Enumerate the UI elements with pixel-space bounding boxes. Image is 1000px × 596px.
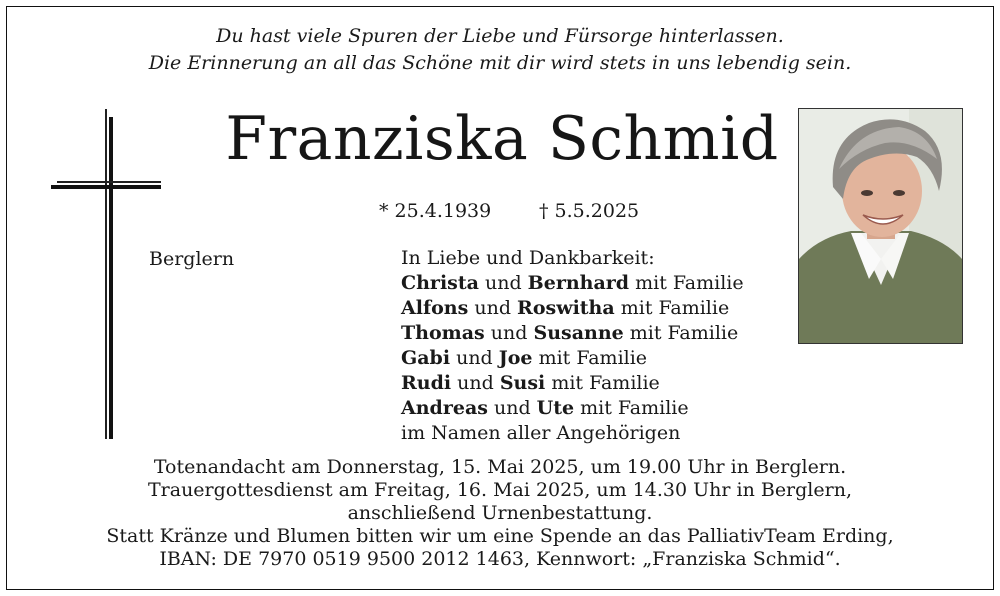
family-first-name: Thomas [401, 322, 485, 344]
portrait-photo [798, 108, 963, 344]
mourners-list [401, 246, 744, 446]
service-line-2: Trauergottesdienst am Freitag, 16. Mai 2025, um 14.30 Uhr in Berglern, [147, 479, 852, 501]
family-suffix: mit Familie [629, 272, 744, 294]
portrait-illustration [799, 109, 962, 343]
family-and: und [487, 397, 537, 419]
mourners-closing: im Namen aller Angehörigen [401, 422, 681, 444]
deceased-name: Franziska Schmid [225, 104, 779, 174]
family-suffix: mit Familie [623, 322, 739, 344]
family-second-name: Susanne [533, 322, 624, 344]
family-suffix: mit Familie [574, 397, 689, 419]
donation-line: Statt Kränze und Blumen bitten wir um eine Spende an das PalliativTeam Erding, [106, 525, 894, 547]
family-first-name: Christa [401, 272, 479, 294]
family-suffix: mit Familie [532, 347, 648, 369]
cross-icon [49, 109, 169, 439]
residence-place: Berglern [149, 248, 235, 270]
family-and: und [478, 272, 528, 294]
family-second-name: Ute [536, 397, 575, 419]
family-and: und [468, 297, 518, 319]
service-line-3: anschließend Urnenbestattung. [347, 502, 653, 524]
motto [7, 23, 993, 77]
motto-line-1: Du hast viele Spuren der Liebe und Fürsorge hinterlassen. [216, 25, 784, 47]
family-first-name: Rudi [401, 372, 452, 394]
family-first-name: Andreas [401, 397, 488, 419]
mourners-intro: In Liebe und Dankbarkeit: [401, 247, 655, 269]
service-line-1: Totenandacht am Donnerstag, 15. Mai 2025, um 19.00 Uhr in Berglern. [153, 456, 847, 478]
family-and: und [451, 372, 500, 394]
family-line [401, 296, 744, 321]
family-line [401, 271, 744, 296]
family-and: und [484, 322, 534, 344]
family-first-name: Alfons [401, 297, 469, 319]
family-second-name: Joe [498, 347, 533, 369]
family-suffix: mit Familie [545, 372, 660, 394]
iban-line: IBAN: DE 7970 0519 9500 2012 1463, Kennwort: „Franziska Schmid“. [159, 548, 841, 570]
motto-line-2: Die Erinnerung an all das Schöne mit dir wird stets in uns lebendig sein. [148, 52, 852, 74]
family-second-name: Bernhard [527, 272, 630, 294]
death-date: † 5.5.2025 [539, 200, 640, 222]
family-line [401, 371, 744, 396]
family-second-name: Susi [499, 372, 546, 394]
family-second-name: Roswitha [517, 297, 615, 319]
family-line [401, 346, 744, 371]
family-line [401, 321, 744, 346]
family-line [401, 396, 744, 421]
birth-date: * 25.4.1939 [379, 200, 492, 222]
service-information [7, 456, 993, 571]
obituary-notice [6, 6, 994, 590]
family-first-name: Gabi [401, 347, 451, 369]
family-and: und [450, 347, 499, 369]
family-suffix: mit Familie [614, 297, 730, 319]
